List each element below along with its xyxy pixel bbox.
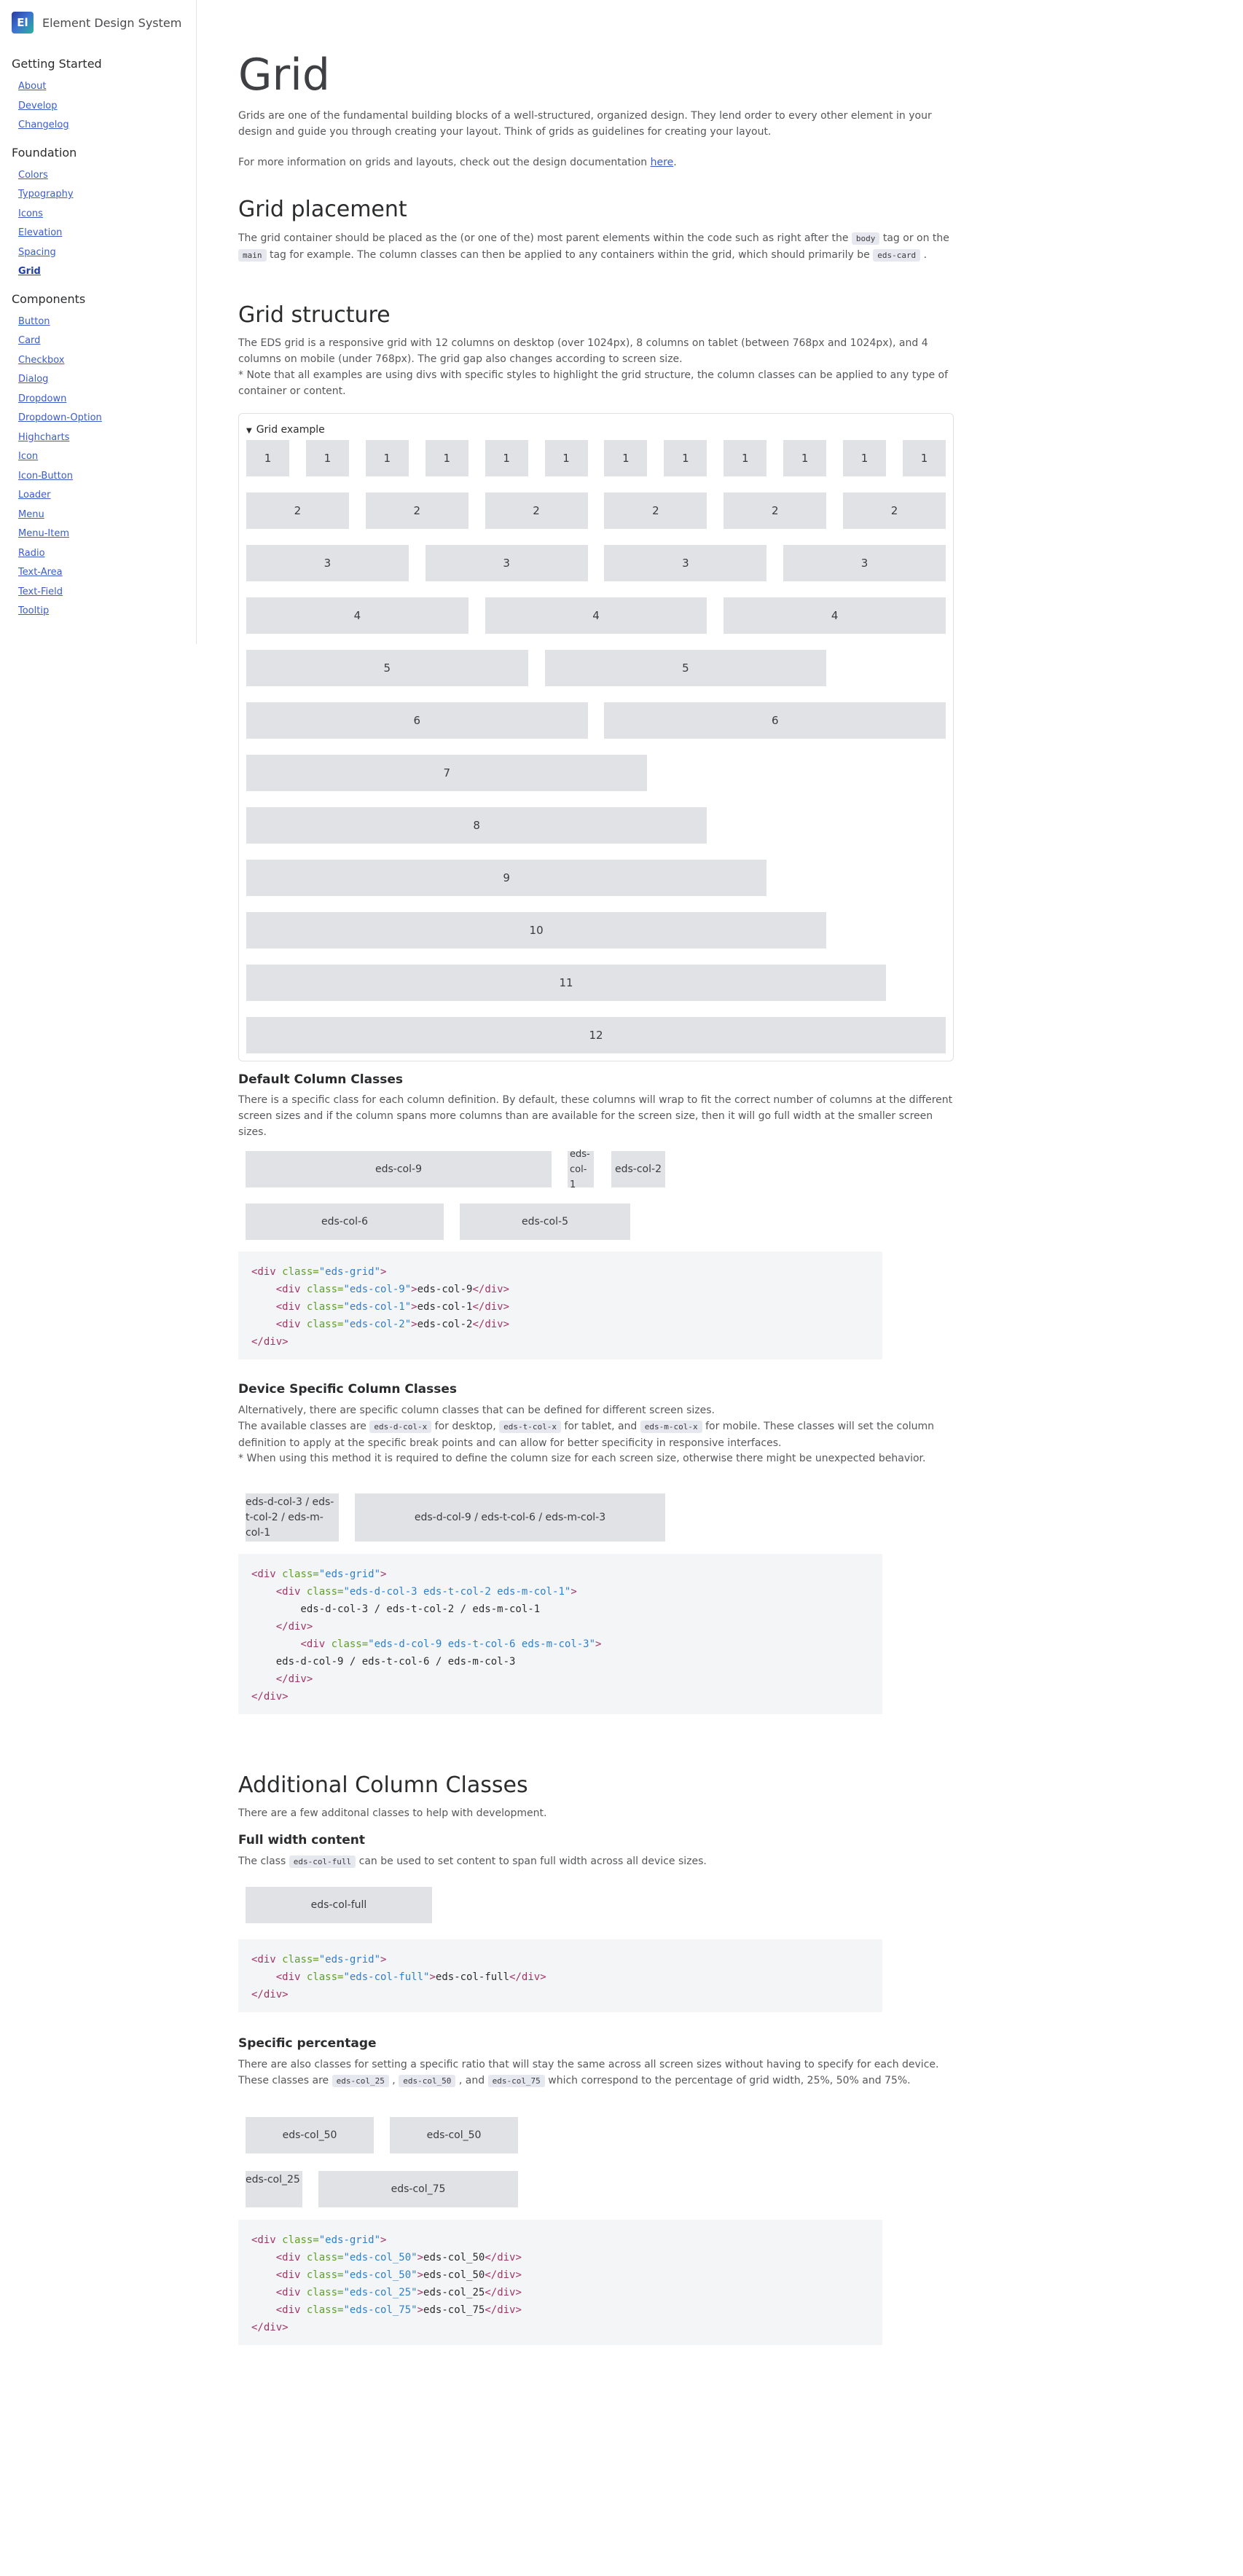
nav-list (12, 76, 196, 134)
nav-list-item (18, 388, 196, 408)
percentage-text (238, 2057, 960, 2089)
grid-row (246, 851, 946, 903)
placement-text-4: . (920, 249, 928, 261)
code-col-full: eds-col-full (289, 1856, 356, 1868)
nav-list-item (18, 261, 196, 280)
nav-list-item (18, 369, 196, 388)
intro-more-info (238, 154, 967, 170)
percentage-demo (246, 2117, 537, 2207)
sidebar-item-button[interactable]: Button (18, 315, 50, 327)
grid-row (246, 798, 946, 851)
brand-logo: El (12, 12, 34, 34)
sidebar-item-radio[interactable]: Radio (18, 547, 45, 559)
code-attr: class= (282, 1954, 319, 1966)
grid-row (246, 431, 946, 484)
device-text-2d: for mobile. These classes will set the column definition to apply at the specific break points and can allow for better specificity in responsive interfaces. (238, 1421, 935, 1449)
sidebar-item-spacing[interactable]: Spacing (18, 246, 56, 258)
code-attr: class= (282, 1568, 319, 1580)
grid-row (246, 746, 946, 798)
nav-list-item (18, 203, 196, 223)
grid-cell-col-1: 1 (843, 440, 886, 476)
grid-cell-col-6: 6 (604, 702, 946, 739)
code-tag: <div (275, 1284, 301, 1295)
code-tag: </div> (251, 1989, 289, 2000)
code-value: "eds-col_75" (343, 2304, 417, 2316)
code-tag: </div> (251, 2322, 289, 2333)
sidebar-item-develop[interactable]: Develop (18, 100, 58, 111)
device-text-2c: for tablet, and (560, 1421, 640, 1432)
code-attr: class= (306, 2269, 344, 2281)
code-tag: <div (251, 1954, 276, 1966)
nav-list-item (18, 543, 196, 562)
nav-list (12, 311, 196, 620)
full-width-text (238, 1853, 960, 1870)
grid-row (246, 589, 946, 641)
brand[interactable] (12, 10, 196, 35)
code-value: "eds-col_25" (343, 2287, 417, 2298)
device-columns-heading: Device Specific Column Classes (238, 1382, 457, 1397)
brand-name: Element Design System (42, 15, 182, 30)
code-tag: <div (275, 2269, 301, 2281)
code-attr: class= (282, 2234, 319, 2246)
nav-list-item (18, 484, 196, 504)
grid-cell-col-2: 2 (843, 492, 946, 529)
code-attr: class= (306, 1971, 344, 1983)
code-value: "eds-grid" (318, 1266, 381, 1278)
nav-group-title: Components (12, 291, 86, 306)
device-columns-code (238, 1554, 882, 1714)
code-tag: <div (251, 2234, 276, 2246)
demo-col-full: eds-col-full (246, 1887, 432, 1923)
code-tag: </div> (275, 1621, 313, 1633)
nav-list-item (18, 242, 196, 262)
sidebar-item-loader[interactable]: Loader (18, 490, 51, 500)
pct-text-d: which correspond to the percentage of grid width, 25%, 50% and 75%. (544, 2075, 911, 2086)
code-text: eds-col-1 (417, 1301, 473, 1313)
code-m-col: eds-m-col-x (640, 1421, 702, 1433)
demo-col-1-label: eds-col-1 (570, 1148, 590, 1190)
sidebar-item-colors[interactable]: Colors (18, 169, 48, 181)
sidebar-item-menu-item[interactable]: Menu-Item (18, 528, 69, 539)
grid-cell-col-1: 1 (246, 440, 289, 476)
grid-example (238, 413, 954, 1061)
code-value: "eds-d-col-3 eds-t-col-2 eds-m-col-1" (343, 1586, 571, 1598)
nav-list-item (18, 562, 196, 581)
nav-list-item (18, 330, 196, 350)
grid-cell-col-12: 12 (246, 1017, 946, 1053)
grid-structure-text: The EDS grid is a responsive grid with 12 columns on desktop (over 1024px), 8 columns on tablet (between 768px and 1024px), and 4 columns on mobile (under 768px). The grid gap also changes according to screen size. (238, 337, 928, 365)
sidebar-item-icons[interactable]: Icons (18, 208, 43, 219)
full-width-code (238, 1939, 882, 2012)
grid-cell-col-1: 1 (426, 440, 468, 476)
code-attr: class= (306, 2287, 344, 2298)
code-tag: <div (275, 2304, 301, 2316)
code-attr: class= (306, 2252, 344, 2263)
full-text-b: can be used to set content to span full width across all device sizes. (356, 1856, 707, 1867)
sidebar-item-checkbox[interactable]: Checkbox (18, 354, 65, 366)
demo-col-75: eds-col_75 (318, 2171, 518, 2207)
code-text: eds-col-2 (417, 1319, 473, 1330)
demo-col-5: eds-col-5 (460, 1203, 630, 1240)
grid-cell-col-6: 6 (246, 702, 588, 739)
code-value: "eds-col-1" (343, 1301, 412, 1313)
nav-group-title: Getting Started (12, 57, 102, 71)
code-text: eds-d-col-9 / eds-t-col-6 / eds-m-col-3 (251, 1656, 516, 1668)
nav-list-item (18, 446, 196, 466)
nav-list-item (18, 600, 196, 620)
code-tag: <div (275, 2252, 301, 2263)
code-attr: class= (306, 1301, 344, 1313)
sidebar (0, 0, 197, 644)
code-tag: > (411, 1301, 417, 1313)
percentage-code (238, 2220, 882, 2345)
code-tag: </div> (472, 1301, 510, 1313)
device-columns-text-2 (238, 1418, 960, 1451)
sidebar-item-changelog[interactable]: Changelog (18, 119, 69, 130)
code-tag: > (417, 2287, 424, 2298)
nav-list-item (18, 114, 196, 134)
code-tag: <div (275, 1319, 301, 1330)
code-tag: <div (275, 2287, 301, 2298)
code-tag: > (429, 1971, 436, 1983)
grid-structure-note: * Note that all examples are using divs with specific styles to highlight the grid structure, the column classes can be applied to any type of container or content. (238, 369, 949, 397)
code-attr: class= (306, 1284, 344, 1295)
sidebar-item-tooltip[interactable]: Tooltip (18, 605, 50, 616)
code-main: main (238, 249, 267, 262)
code-value: "eds-grid" (318, 2234, 381, 2246)
code-tag: <div (275, 1586, 301, 1598)
grid-cell-col-4: 4 (246, 597, 468, 634)
code-tag: </div> (485, 2252, 522, 2263)
sidebar-item-menu[interactable]: Menu (18, 508, 44, 520)
code-tag: </div> (251, 1691, 289, 1703)
grid-cell-col-1: 1 (783, 440, 826, 476)
main-content (238, 0, 967, 2333)
demo-device-col-3: eds-d-col-3 / eds-t-col-2 / eds-m-col-1 (246, 1493, 339, 1542)
sidebar-item-about[interactable]: About (18, 81, 47, 92)
demo-col-1 (568, 1148, 594, 1190)
sidebar-item-grid[interactable]: Grid (18, 266, 41, 277)
code-text: eds-col_25 (423, 2287, 485, 2298)
grid-cell-col-11: 11 (246, 965, 886, 1001)
default-columns-demo (246, 1148, 683, 1238)
grid-cell-col-1: 1 (366, 440, 409, 476)
intro-more-prefix: For more information on grids and layouts, check out the design documentation (238, 157, 651, 168)
nav-group (12, 57, 196, 134)
device-columns-demo (246, 1493, 683, 1542)
grid-cell-col-1: 1 (485, 440, 528, 476)
code-tag: </div> (472, 1319, 510, 1330)
sidebar-item-elevation[interactable]: Elevation (18, 227, 63, 238)
grid-row (246, 903, 946, 956)
grid-cell-col-1: 1 (903, 440, 946, 476)
nav-group (12, 292, 196, 620)
pct-text-a: There are also classes for setting a specific ratio that will stay the same across all screen sizes without having to specify for each device. These classes are (238, 2059, 939, 2086)
nav-list-item (18, 407, 196, 427)
grid-row (246, 956, 946, 1008)
device-text-2a: The available classes are (238, 1421, 370, 1432)
code-attr: class= (306, 2304, 344, 2316)
code-tag: <div (275, 1301, 301, 1313)
code-tag: </div> (275, 1673, 313, 1685)
code-value: "eds-col-full" (343, 1971, 430, 1983)
demo-col-2: eds-col-2 (611, 1151, 665, 1187)
sidebar-item-icon-button[interactable]: Icon-Button (18, 470, 73, 482)
sidebar-item-dropdown[interactable]: Dropdown (18, 393, 67, 404)
code-tag: > (380, 1568, 387, 1580)
device-text-2b: for desktop, (431, 1421, 500, 1432)
grid-cell-col-8: 8 (246, 807, 707, 844)
code-value: "eds-col-2" (343, 1319, 412, 1330)
full-width-heading: Full width content (238, 1833, 366, 1847)
code-attr: class= (282, 1266, 319, 1278)
nav-list-item (18, 581, 196, 601)
grid-cell-col-10: 10 (246, 912, 826, 949)
nav-list-item (18, 165, 196, 184)
demo-col-6: eds-col-6 (246, 1203, 444, 1240)
grid-cell-col-3: 3 (246, 545, 409, 581)
grid-cell-col-2: 2 (366, 492, 468, 529)
code-body: body (852, 232, 880, 245)
code-attr: class= (306, 1586, 344, 1598)
placement-text-3: tag for example. The column classes can then be applied to any containers within the grid, which should primarily be (266, 249, 874, 261)
code-tag: <div (251, 1266, 276, 1278)
code-tag: > (570, 1586, 577, 1598)
grid-cell-col-1: 1 (724, 440, 766, 476)
grid-row (246, 641, 946, 694)
intro-text: Grids are one of the fundamental building blocks of a well-structured, organized design. They lend order to every other element in your design and guide you through creating your layout. Think of grids as guidelines for creating your layout. (238, 110, 932, 138)
nav-list-item (18, 76, 196, 95)
code-value: "eds-grid" (318, 1954, 381, 1966)
code-eds-card: eds-card (873, 249, 920, 262)
code-tag: > (380, 1266, 387, 1278)
page-title: Grid (238, 50, 330, 101)
code-value: "eds-col_50" (343, 2269, 417, 2281)
grid-cell-col-9: 9 (246, 860, 766, 896)
percentage-heading: Specific percentage (238, 2036, 377, 2051)
code-tag: </div> (472, 1284, 510, 1295)
grid-cell-col-5: 5 (545, 650, 827, 686)
grid-row (246, 484, 946, 536)
grid-cell-col-1: 1 (604, 440, 647, 476)
code-tag: </div> (485, 2287, 522, 2298)
grid-cell-col-1: 1 (664, 440, 707, 476)
grid-row (246, 536, 946, 589)
code-text: eds-col_50 (423, 2269, 485, 2281)
code-attr: class= (306, 1319, 344, 1330)
code-text: eds-col-full (435, 1971, 510, 1983)
code-tag: > (417, 2269, 424, 2281)
sidebar-item-dialog[interactable]: Dialog (18, 374, 49, 385)
nav-list-item (18, 350, 196, 369)
default-columns-heading: Default Column Classes (238, 1072, 403, 1087)
full-text-a: The class (238, 1856, 289, 1867)
nav-group (12, 146, 196, 280)
sidebar-item-dropdown-option[interactable]: Dropdown-Option (18, 412, 102, 423)
nav-list-item (18, 184, 196, 203)
code-d-col: eds-d-col-x (369, 1421, 431, 1433)
nav-group-title: Foundation (12, 145, 77, 160)
nav-list (12, 165, 196, 280)
placement-text-1: The grid container should be placed as the (or one of the) most parent elements within the code such as right after the (238, 232, 852, 244)
nav-list-item (18, 523, 196, 543)
grid-cell-col-3: 3 (426, 545, 588, 581)
grid-placement-heading: Grid placement (238, 197, 407, 222)
code-tag: <div (275, 1971, 301, 1983)
code-value: "eds-col-9" (343, 1284, 412, 1295)
grid-cell-col-2: 2 (724, 492, 826, 529)
grid-row (246, 1008, 946, 1061)
grid-example-label: Grid example (256, 424, 325, 436)
grid-cell-col-1: 1 (306, 440, 349, 476)
default-columns-text: There is a specific class for each column definition. By default, these columns will wrap to fit the correct number of columns at the different screen sizes and if the column spans more columns than are available for the screen size, then it will go full width at the smaller screen sizes. (238, 1094, 953, 1138)
code-tag: </div> (485, 2304, 522, 2316)
demo-col-9: eds-col-9 (246, 1151, 552, 1187)
nav-list-item (18, 504, 196, 524)
sidebar-item-icon[interactable]: Icon (18, 451, 39, 462)
code-text: eds-col_75 (423, 2304, 485, 2316)
code-value: "eds-col_50" (343, 2252, 417, 2263)
code-tag: </div> (485, 2269, 522, 2281)
code-attr: class= (331, 1638, 369, 1650)
code-tag: </div> (509, 1971, 546, 1983)
code-tag: </div> (251, 1336, 289, 1348)
code-tag: > (417, 2252, 424, 2263)
nav-list-item (18, 95, 196, 115)
grid-cell-col-3: 3 (604, 545, 766, 581)
pct-text-c: , and (455, 2075, 488, 2086)
nav-list-item (18, 466, 196, 485)
demo-col-50-a: eds-col_50 (246, 2117, 374, 2153)
code-t-col: eds-t-col-x (499, 1421, 561, 1433)
additional-columns-text: There are a few additonal classes to help with development. (238, 1807, 547, 1819)
nav-list-item (18, 311, 196, 331)
nav-list-item (18, 222, 196, 242)
sidebar-item-card[interactable]: Card (18, 335, 41, 346)
grid-cell-col-1: 1 (545, 440, 588, 476)
demo-col-50-b: eds-col_50 (390, 2117, 518, 2153)
code-text: eds-col_50 (423, 2252, 485, 2263)
grid-row (246, 694, 946, 746)
code-tag: > (411, 1319, 417, 1330)
code-tag: > (595, 1638, 602, 1650)
device-columns-text-1: Alternatively, there are specific column classes that can be defined for different screen sizes. (238, 1405, 715, 1416)
grid-cell-col-4: 4 (485, 597, 707, 634)
disclosure-triangle-icon: ▼ (246, 427, 252, 435)
grid-cell-col-2: 2 (604, 492, 707, 529)
sidebar-item-text-field[interactable]: Text-Field (18, 586, 63, 597)
grid-cell-col-2: 2 (246, 492, 349, 529)
design-docs-link[interactable]: here (650, 157, 674, 168)
default-columns-code (238, 1252, 882, 1359)
full-width-demo (246, 1887, 464, 1923)
demo-col-25: eds-col_25 (246, 2171, 302, 2207)
code-col-50: eds-col_50 (399, 2075, 455, 2087)
sidebar-item-typography[interactable]: Typography (18, 189, 74, 200)
grid-cell-col-5: 5 (246, 650, 528, 686)
code-col-75: eds-col_75 (488, 2075, 545, 2087)
grid-cell-col-4: 4 (724, 597, 946, 634)
code-tag: <div (251, 1568, 276, 1580)
code-tag: > (417, 2304, 424, 2316)
intro-more-suffix: . (673, 157, 677, 168)
code-col-25: eds-col_25 (332, 2075, 389, 2087)
nav-list-item (18, 427, 196, 447)
device-columns-note: * When using this method it is required to define the column size for each screen size, otherwise there might be unexpected behavior. (238, 1453, 926, 1464)
grid-structure-heading: Grid structure (238, 302, 391, 328)
code-tag: > (380, 1954, 387, 1966)
grid-cell-col-7: 7 (246, 755, 647, 791)
additional-columns-heading: Additional Column Classes (238, 1772, 528, 1798)
sidebar-item-highcharts[interactable]: Highcharts (18, 431, 70, 443)
code-tag: <div (300, 1638, 326, 1650)
code-text: eds-col-9 (417, 1284, 473, 1295)
demo-device-col-9: eds-d-col-9 / eds-t-col-6 / eds-m-col-3 (355, 1493, 665, 1542)
code-value: "eds-d-col-9 eds-t-col-6 eds-m-col-3" (368, 1638, 596, 1650)
code-value: "eds-grid" (318, 1568, 381, 1580)
code-text: eds-d-col-3 / eds-t-col-2 / eds-m-col-1 (251, 1603, 541, 1615)
grid-cell-col-2: 2 (485, 492, 588, 529)
code-tag: > (380, 2234, 387, 2246)
code-tag: > (411, 1284, 417, 1295)
placement-text-2: tag or on the (879, 232, 949, 244)
pct-text-b: , (388, 2075, 399, 2086)
grid-placement-text (238, 230, 960, 264)
sidebar-item-text-area[interactable]: Text-Area (18, 567, 63, 578)
grid-cell-col-3: 3 (783, 545, 946, 581)
